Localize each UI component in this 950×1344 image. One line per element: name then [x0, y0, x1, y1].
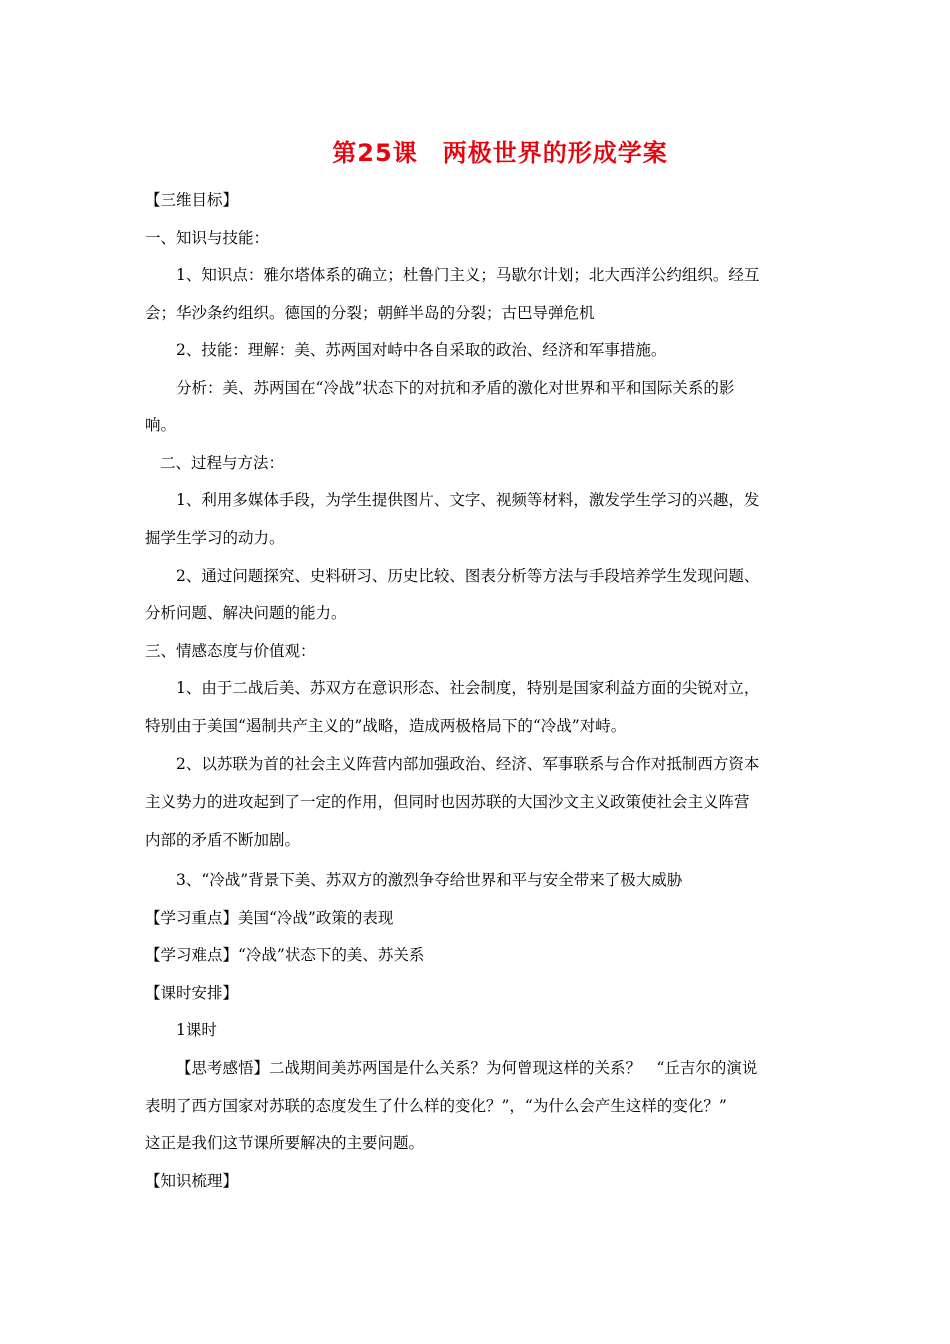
paragraph-line: 1、知识点：雅尔塔体系的确立；杜鲁门主义；马歇尔计划；北大西洋公约组织。经互 — [176, 266, 760, 284]
paragraph-line: 主义势力的进攻起到了一定的作用，但同时也因苏联的大国沙文主义政策使社会主义阵营 — [145, 793, 750, 811]
paragraph-line: 表明了西方国家对苏联的态度发生了什么样的变化？”，“为什么会产生这样的变化？” — [145, 1097, 727, 1115]
section-heading-knowledge-review: 【知识梳理】 — [145, 1172, 239, 1190]
paragraph-line: 内部的矛盾不断加剧。 — [145, 831, 301, 849]
paragraph-line: 2、技能：理解：美、苏两国对峙中各自采取的政治、经济和军事措施。 — [176, 341, 667, 359]
paragraph-line: 【思考感悟】二战期间美苏两国是什么关系？为何曾现这样的关系？ “丘吉尔的演说 — [176, 1059, 758, 1077]
paragraph-line: 1、由于二战后美、苏双方在意识形态、社会制度，特别是国家利益方面的尖锐对立， — [176, 679, 760, 697]
section-heading-objectives: 【三维目标】 — [145, 191, 239, 209]
paragraph-line: 响。 — [145, 416, 177, 434]
subheading-attitudes-values: 三、情感态度与价值观： — [145, 642, 316, 660]
paragraph-line: 1、利用多媒体手段，为学生提供图片、文字、视频等材料，激发学生学习的兴趣，发 — [176, 491, 760, 509]
paragraph-line: 2、通过问题探究、史料研习、历史比较、图表分析等方法与手段培养学生发现问题、 — [176, 567, 760, 585]
paragraph-line: 掘学生学习的动力。 — [145, 529, 285, 547]
paragraph-line: 2、以苏联为首的社会主义阵营内部加强政治、经济、军事联系与合作对抵制西方资本 — [176, 755, 760, 773]
paragraph-line: 3、“冷战”背景下美、苏双方的激烈争夺给世界和平与安全带来了极大威胁 — [176, 871, 683, 889]
paragraph-line: 这正是我们这节课所要解决的主要问题。 — [145, 1134, 425, 1152]
paragraph-line: 分析问题、解决问题的能力。 — [145, 604, 347, 622]
paragraph-line: 分析：美、苏两国在“冷战”状态下的对抗和矛盾的激化对世界和平和国际关系的影 — [176, 379, 735, 397]
paragraph-line: 会；华沙条约组织。德国的分裂；朝鲜半岛的分裂；古巴导弹危机 — [145, 304, 595, 322]
difficult-points-line: 【学习难点】“冷战”状态下的美、苏关系 — [145, 946, 425, 964]
key-points-line: 【学习重点】美国“冷战”政策的表现 — [145, 909, 394, 927]
paragraph-line: 特别由于美国“遏制共产主义的”战略，造成两极格局下的“冷战”对峙。 — [145, 717, 627, 735]
section-heading-schedule: 【课时安排】 — [145, 984, 239, 1002]
document-title: 第25课 两极世界的形成学案 — [332, 139, 668, 167]
schedule-value: 1课时 — [176, 1021, 217, 1039]
subheading-process-methods: 二、过程与方法： — [160, 454, 285, 472]
subheading-knowledge-skills: 一、知识与技能： — [145, 229, 270, 247]
